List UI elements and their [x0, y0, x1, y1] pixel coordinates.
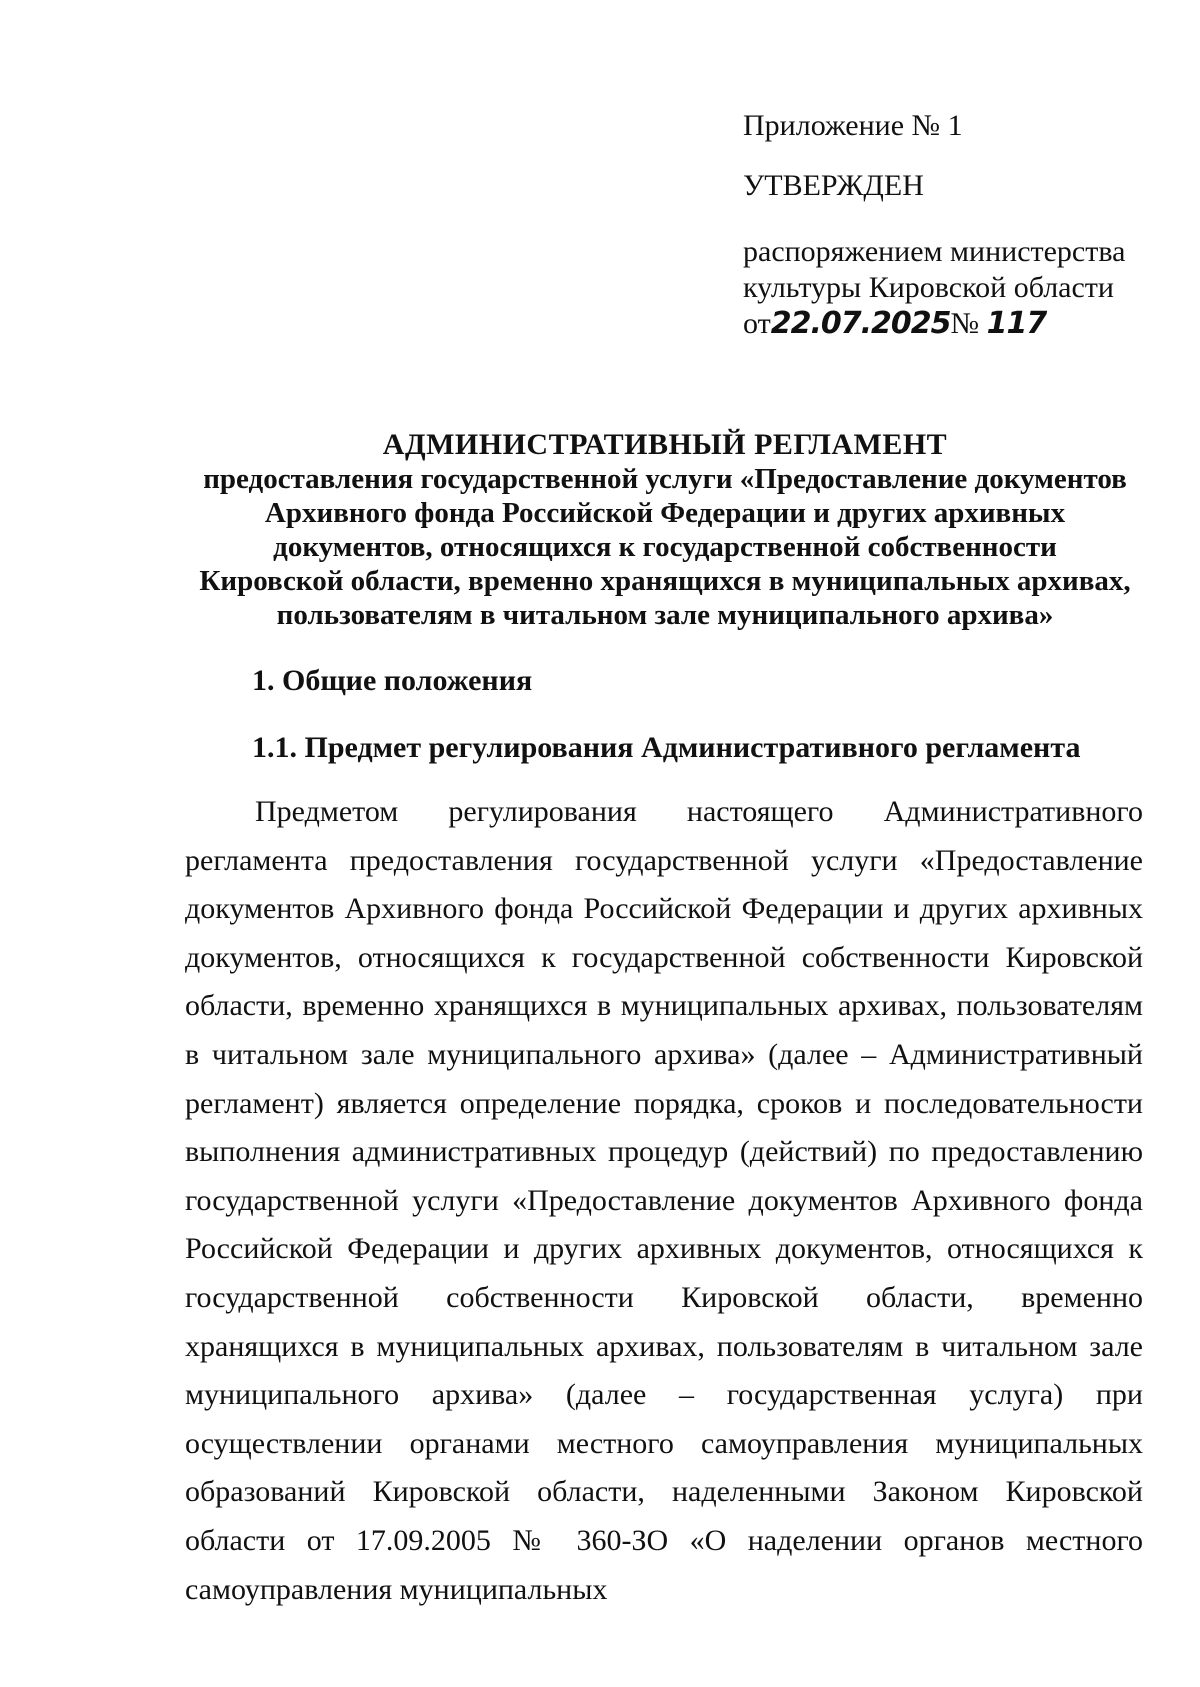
approved-label: УТВЕРЖДЕН [743, 169, 924, 202]
date-prefix: от [743, 307, 771, 340]
order-line-2: культуры Кировской области [743, 271, 1114, 304]
title-line: документов, относящихся к государственной собственности [273, 531, 1057, 563]
document-title [150, 428, 1180, 632]
approval-block [743, 108, 1163, 342]
title-main: АДМИНИСТРАТИВНЫЙ РЕГЛАМЕНТ [382, 428, 948, 461]
section-heading-general: 1. Общие положения [252, 664, 533, 697]
order-line-1: распоряжением министерства [743, 235, 1126, 268]
handwritten-number: 117 [986, 306, 1047, 341]
section-heading-subject: 1.1. Предмет регулирования Административного регламента [252, 731, 1081, 764]
title-line: предоставления государственной услуги «Предоставление документов [203, 463, 1127, 495]
annex-label: Приложение № 1 [743, 109, 963, 142]
order-date-line [743, 306, 1163, 342]
title-line: Кировской области, временно хранящихся в муниципальных архивах, [199, 565, 1131, 597]
body-paragraph: Предметом регулирования настоящего Административного регламента предоставления государственной услуги «Предоставление документов Архивного фонда Российской Федерации и других архивных документов, относящихся к государственной собственности Кировской области, временно хранящихся в муниципальных архивах, пользователям в читальном зале муниципального архива» (далее – Административный регламент) является определение порядка, сроков и последовательности выполнения административных процедур (действий) по предоставлению государственной услуги «Предоставление документов Архивного фонда Российской Федерации и других архивных документов, относящихся к государственной собственности Кировской области, временно хранящихся в муниципальных архивах, пользователям в читальном зале муниципального архива» (далее – государственная услуга) при осуществлении органами местного самоуправления муниципальных образований Кировской области, наделенными Законом Кировской области от 17.09.2005 № 360-ЗО «О наделении органов местного самоуправления муниципальных [185, 795, 1143, 1606]
number-prefix: № [950, 307, 980, 340]
handwritten-date: 22.07.2025 [770, 306, 951, 341]
title-line: пользователям в читальном зале муниципального архива» [276, 599, 1054, 631]
title-line: Архивного фонда Российской Федерации и других архивных [264, 497, 1066, 529]
